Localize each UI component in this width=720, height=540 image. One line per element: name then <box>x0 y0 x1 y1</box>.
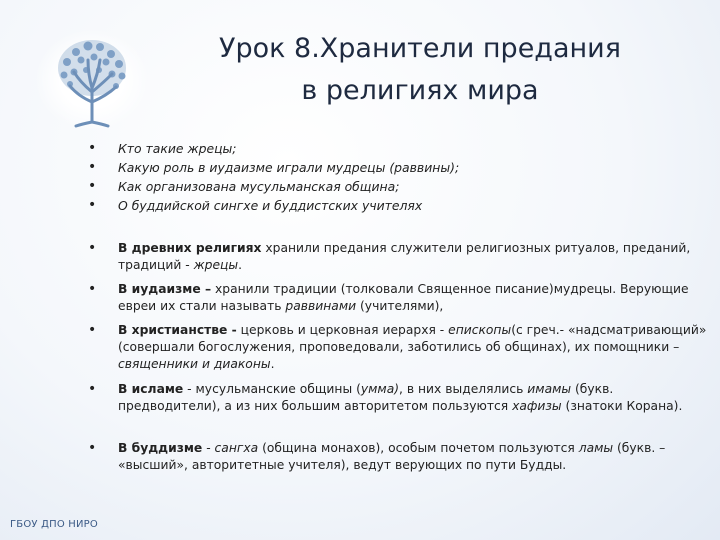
fact-buddhism <box>88 440 710 474</box>
tree-logo-icon <box>36 30 148 130</box>
fact-text: (община монахов), особым почетом пользуются <box>258 441 579 455</box>
fact-text: (букв. – «высший», авторитетные учителя), ведут верующих по пути Будды. <box>118 441 666 473</box>
fact-term: жрецы <box>193 258 239 273</box>
fact-christianity <box>88 322 710 374</box>
list-item: • Как организована мусульманская община; <box>88 177 698 196</box>
fact-islam <box>88 381 710 433</box>
title-line-2: в религиях мира <box>301 75 539 106</box>
fact-lead: В исламе <box>118 382 184 396</box>
fact-text: (учителями), <box>356 299 444 314</box>
footer-org-label: ГБОУ ДПО НИРО <box>10 519 98 530</box>
fact-term: раввинами <box>285 299 357 314</box>
list-item: • Кто такие жрецы; <box>88 139 698 158</box>
fact-text: . <box>238 258 243 273</box>
fact-term: ламы <box>578 441 614 455</box>
fact-ancient <box>88 240 710 274</box>
tree-logo <box>36 30 148 130</box>
facts-list <box>88 240 710 481</box>
list-item: • О буддийской сингхе и буддистских учителях <box>88 196 698 215</box>
fact-text: (букв. предводители), а из них большим авторитетом пользуются <box>118 382 614 414</box>
fact-lead: В иудаизме – <box>118 282 212 296</box>
title-line-1: Урок 8.Хранители предания <box>219 33 621 64</box>
fact-term: умма) <box>360 382 400 396</box>
topics-list <box>88 139 698 215</box>
fact-term: хафизы <box>512 399 562 414</box>
fact-lead: В христианстве - <box>118 323 237 337</box>
fact-term: епископы <box>448 323 512 337</box>
page-title <box>160 28 680 112</box>
fact-lead: В древних религиях <box>118 241 262 255</box>
fact-text: (с греч.- «надсматривающий» (совершали богослужения, проповедовали, заботились об общинах), их помощники – <box>118 323 707 355</box>
fact-text: - мусульманские общины ( <box>183 382 361 396</box>
fact-term: имамы <box>527 382 572 396</box>
fact-text: . <box>270 357 275 372</box>
fact-text: хранили традиции (толковали Священное писание)мудрецы. Верующие евреи их стали называть <box>118 282 689 314</box>
list-item: • Какую роль в иудаизме играли мудрецы (раввины); <box>88 158 698 177</box>
fact-text: (знатоки Корана). <box>561 399 683 414</box>
fact-term: сангха <box>214 441 259 455</box>
fact-lead: В буддизме <box>118 441 203 455</box>
fact-judaism <box>88 281 710 315</box>
fact-term: священники и диаконы <box>118 357 271 372</box>
fact-text: хранили предания служители религиозных ритуалов, преданий, традиций - <box>118 241 691 273</box>
fact-text: - <box>202 441 215 455</box>
fact-text: церковь и церковная иерархя - <box>236 323 449 337</box>
fact-text: , в них выделялись <box>399 382 528 396</box>
